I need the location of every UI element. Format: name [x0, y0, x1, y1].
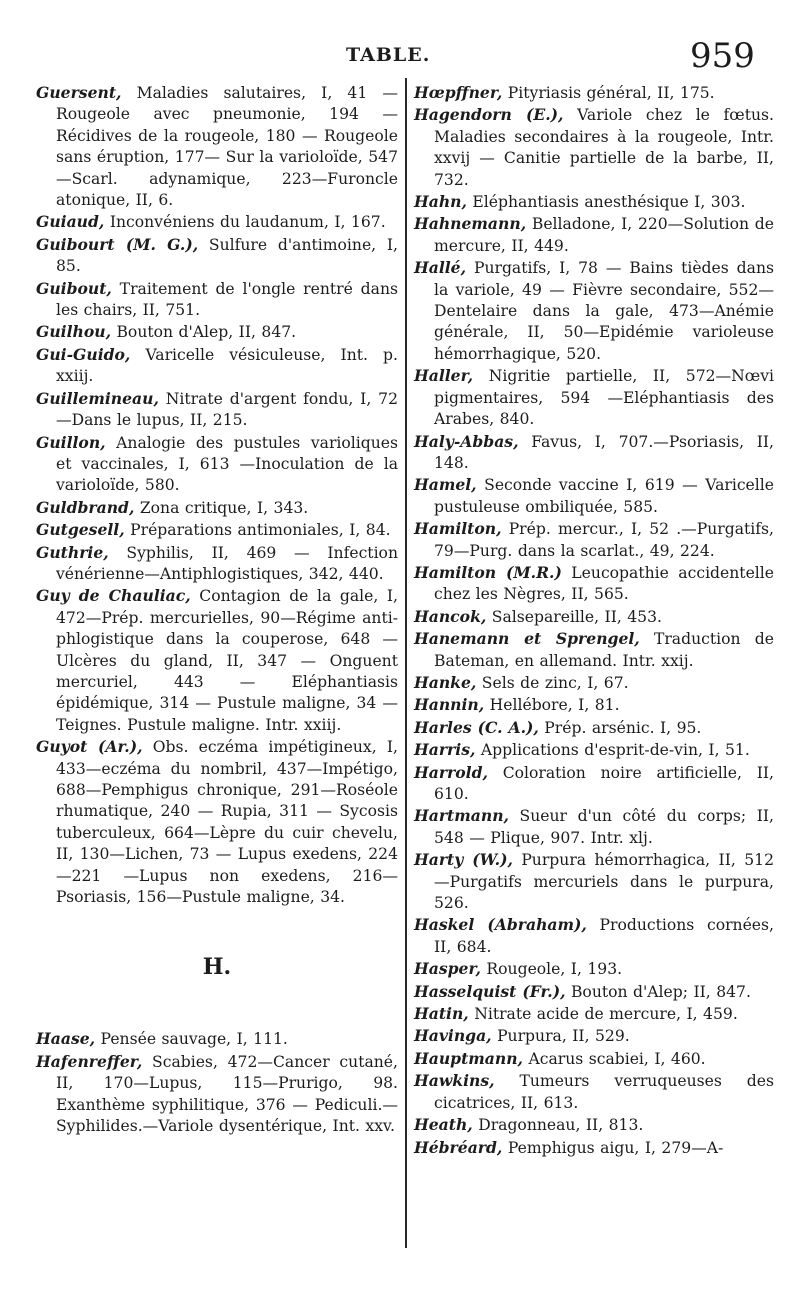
entry-author: Hahnemann,	[414, 214, 527, 234]
entry-author: Heath,	[414, 1115, 473, 1135]
entry-text: Nitrate acide de mercure, I, 459.	[468, 1005, 738, 1024]
entry-text: Nigritie partielle, II, 572—Nœvi pigmentaires, 594 —Eléphantiasis des Arabes, 840.	[434, 367, 774, 429]
index-entry	[36, 736, 398, 908]
entry-author: Hamilton (M.R.)	[414, 562, 562, 582]
entry-author: Hallé,	[414, 258, 467, 278]
index-entry	[414, 849, 774, 914]
entry-author: Hatin,	[414, 1004, 469, 1024]
entry-text: Productions cornées, II, 684.	[434, 916, 774, 956]
index-entry	[36, 1051, 398, 1138]
index-entry	[36, 585, 398, 736]
entry-text: Belladone, I, 220—Solution de mercure, II, 449.	[434, 215, 774, 255]
entry-text: Maladies salutaires, I, 41 — Rougeole avec pneumonie, 194 — Récidives de la rougeole, 180 — Rougeole sans éruption, 177— Sur la varioloïde, 547—Scarl. adynamique, 223—Furoncle atonique, II, 6.	[56, 84, 398, 210]
entry-author: Gutgesell,	[36, 520, 125, 540]
entry-author: Guilhou,	[36, 322, 112, 342]
entries-right	[414, 82, 774, 1159]
entry-text: Sulfure d'antimoine, I, 85.	[56, 235, 398, 276]
index-entry	[36, 542, 398, 586]
index-entry	[414, 365, 774, 430]
index-entry	[414, 628, 774, 672]
entries-g	[36, 82, 398, 908]
entry-text: Variole chez le fœtus. Maladies secondaires à la rougeole, Intr. xxvij — Canitie partielle de la barbe, II, 732.	[434, 106, 774, 189]
index-entry	[414, 981, 774, 1003]
index-entry	[414, 431, 774, 475]
entry-author: Hartmann,	[414, 806, 509, 826]
index-entry	[414, 1070, 774, 1114]
entry-author: Guiaud,	[36, 212, 105, 232]
entry-author: Hauptmann,	[414, 1048, 523, 1068]
index-entry	[36, 211, 398, 233]
index-entry	[36, 344, 398, 388]
entry-author: Hafenreffer,	[36, 1051, 143, 1071]
entry-text: Applications d'esprit-de-vin, I, 51.	[475, 741, 750, 760]
entry-text: Coloration noire artificielle, II, 610.	[434, 763, 774, 803]
entry-author: Hasper,	[414, 959, 481, 979]
entry-text: Traitement de l'ongle rentré dans les chairs, II, 751.	[56, 279, 398, 320]
entry-author: Hagendorn (E.),	[414, 105, 564, 125]
entries-h	[36, 1028, 398, 1137]
entry-author: Haller,	[414, 366, 474, 386]
index-entry	[36, 519, 398, 541]
index-entry	[414, 805, 774, 849]
index-entry	[414, 762, 774, 806]
entry-author: Havinga,	[414, 1026, 492, 1046]
column-divider	[405, 78, 407, 1248]
index-entry	[36, 497, 398, 519]
index-entry	[414, 1003, 774, 1025]
entry-author: Guldbrand,	[36, 497, 135, 517]
entry-author: Harris,	[414, 740, 476, 760]
index-entry	[36, 1028, 398, 1050]
entry-author: Guillon,	[36, 432, 106, 452]
index-entry	[414, 914, 774, 958]
entry-author: Hamilton,	[414, 519, 502, 539]
entry-author: Hawkins,	[414, 1071, 495, 1091]
entry-text: Nitrate d'argent fondu, I, 72—Dans le lupus, II, 215.	[56, 389, 398, 430]
entry-text: Purpura, II, 529.	[491, 1027, 630, 1046]
entry-text: Pemphigus aigu, I, 279—A-	[502, 1138, 724, 1157]
index-entry	[414, 213, 774, 257]
entry-text: Zona critique, I, 343.	[134, 498, 309, 517]
entry-text: Bouton d'Alep; II, 847.	[565, 982, 751, 1001]
entry-text: Traduction de Bateman, en allemand. Intr. xxij.	[434, 630, 774, 670]
entry-text: Seconde vaccine I, 619 — Varicelle pustuleuse ombiliquée, 585.	[434, 476, 774, 516]
entry-author: Hamel,	[414, 475, 477, 495]
entry-text: Sels de zinc, I, 67.	[476, 673, 629, 692]
entry-text: Pensée sauvage, I, 111.	[95, 1030, 288, 1049]
section-letter-h: H.	[202, 954, 232, 981]
entry-author: Harles (C. A.),	[414, 717, 539, 737]
entry-author: Haly-Abbas,	[414, 431, 519, 451]
entry-author: Hasselquist (Fr.),	[414, 981, 566, 1001]
entry-author: Guthrie,	[36, 542, 109, 562]
entry-author: Harrold,	[414, 762, 488, 782]
index-entry	[414, 562, 774, 606]
entry-text: Bouton d'Alep, II, 847.	[111, 323, 297, 342]
entry-author: Hanemann et Sprengel,	[414, 629, 640, 649]
entry-author: Hahn,	[414, 192, 467, 212]
entry-author: Guibout,	[36, 278, 112, 298]
entry-author: Haskel (Abraham),	[414, 915, 587, 935]
entry-author: Guyot (Ar.),	[36, 737, 143, 757]
entry-author: Guillemineau,	[36, 388, 159, 408]
entry-text: Leucopathie accidentelle chez les Nègres, II, 565.	[434, 563, 775, 604]
index-entry	[36, 82, 398, 211]
entry-text: Pityriasis général, II, 175.	[502, 84, 715, 102]
right-column	[414, 82, 774, 1159]
entry-author: Hanke,	[414, 672, 477, 692]
entry-text: Contagion de la gale, I, 472—Prép. mercurielles, 90—Régime anti-phlogistique dans la couperose, 648 —Ulcères du gland, II, 347 — Onguent mercuriel, 443 — Eléphantiasis épidémique, 314 — Pustule maligne, 34 — Teignes. Pustule maligne. Intr. xxiij.	[56, 587, 398, 734]
index-entry	[414, 257, 774, 365]
index-entry	[36, 321, 398, 343]
running-title: TABLE.	[346, 44, 431, 66]
entry-text: Analogie des pustules varioliques et vaccinales, I, 613 —Inoculation de la varioloïde, 580.	[56, 433, 398, 495]
entry-author: Haase,	[36, 1029, 96, 1049]
index-entry	[414, 1025, 774, 1047]
entry-author: Hancok,	[414, 606, 487, 626]
entry-text: Prép. arsénic. I, 95.	[538, 718, 702, 737]
index-entry	[414, 606, 774, 628]
entry-text: Sueur d'un côté du corps; II, 548 — Plique, 907. Intr. xlj.	[434, 807, 774, 847]
entry-text: Salsepareille, II, 453.	[486, 607, 662, 626]
index-entry	[414, 1137, 774, 1159]
index-entry	[414, 958, 774, 980]
entry-text: Préparations antimoniales, I, 84.	[124, 521, 391, 540]
page-number: 959	[690, 36, 755, 76]
entry-text: Varicelle vésiculeuse, Int. p. xxiij.	[56, 345, 398, 386]
entry-text: Rougeole, I, 193.	[480, 960, 623, 979]
index-entry	[414, 1048, 774, 1070]
entry-text: Purgatifs, I, 78 — Bains tièdes dans la variole, 49 — Fièvre secondaire, 552—Dentelaire dans la gale, 473—Anémie générale, II, 50—Epidémie varioleuse hémorrhagique, 520.	[434, 259, 774, 363]
entry-text: Acarus scabiei, I, 460.	[523, 1049, 706, 1068]
left-column	[36, 82, 398, 1137]
index-entry	[36, 278, 398, 322]
entry-text: Obs. eczéma impétigineux, I, 433—eczéma du nombril, 437—Impétigo, 688—Pemphigus chronique, 291—Roséole rhumatique, 240 — Rupia, 311 — Sycosis tuberculeux, 664—Lèpre du cuir chevelu, II, 130—Lichen, 73 — Lupus exedens, 224—221 —Lupus non exedens, 216—Psoriasis, 156—Pustule maligne, 34.	[56, 738, 398, 907]
entry-text: Syphilis, II, 469 — Infection vénérienne—Antiphlogistiques, 342, 440.	[56, 543, 398, 583]
entry-author: Hébréard,	[414, 1137, 503, 1157]
index-entry	[414, 717, 774, 739]
entry-text: Tumeurs verruqueuses des cicatrices, II, 613.	[434, 1072, 774, 1112]
entry-text: Scabies, 472—Cancer cutané, II, 170—Lupus, 115—Prurigo, 98. Exanthème syphilitique, 376 — Pediculi.—Syphilides.—Variole dysentérique, Int. xxv.	[56, 1052, 398, 1136]
entry-author: Guy de Chauliac,	[36, 586, 191, 606]
entry-author: Guersent,	[36, 83, 122, 102]
entry-author: Harty (W.),	[414, 850, 513, 870]
index-entry	[414, 474, 774, 518]
entry-text: Prép. mercur., I, 52 .—Purgatifs, 79—Purg. dans la scarlat., 49, 224.	[434, 520, 774, 560]
index-entry	[414, 739, 774, 761]
index-entry	[36, 388, 398, 432]
index-entry	[414, 104, 774, 191]
entry-text: Eléphantiasis anesthésique I, 303.	[466, 193, 746, 212]
entry-text: Hellébore, I, 81.	[484, 696, 620, 715]
entry-author: Hannin,	[414, 695, 485, 715]
entry-text: Dragonneau, II, 813.	[472, 1116, 644, 1135]
entry-text: Inconvéniens du laudanum, I, 167.	[104, 213, 386, 232]
entry-author: Hœpffner,	[414, 83, 503, 102]
index-entry	[414, 672, 774, 694]
index-entry	[414, 191, 774, 213]
index-entry	[36, 234, 398, 278]
index-entry	[414, 694, 774, 716]
entry-text: Purpura hémorrhagica, II, 512 —Purgatifs mercuriels dans le purpura, 526.	[434, 851, 774, 913]
index-entry	[414, 82, 774, 104]
entry-author: Gui-Guido,	[36, 344, 131, 364]
index-entry	[414, 518, 774, 562]
entry-text: Favus, I, 707.—Psoriasis, II, 148.	[434, 432, 774, 472]
index-entry	[36, 432, 398, 497]
entry-author: Guibourt (M. G.),	[36, 234, 199, 254]
index-entry	[414, 1114, 774, 1136]
